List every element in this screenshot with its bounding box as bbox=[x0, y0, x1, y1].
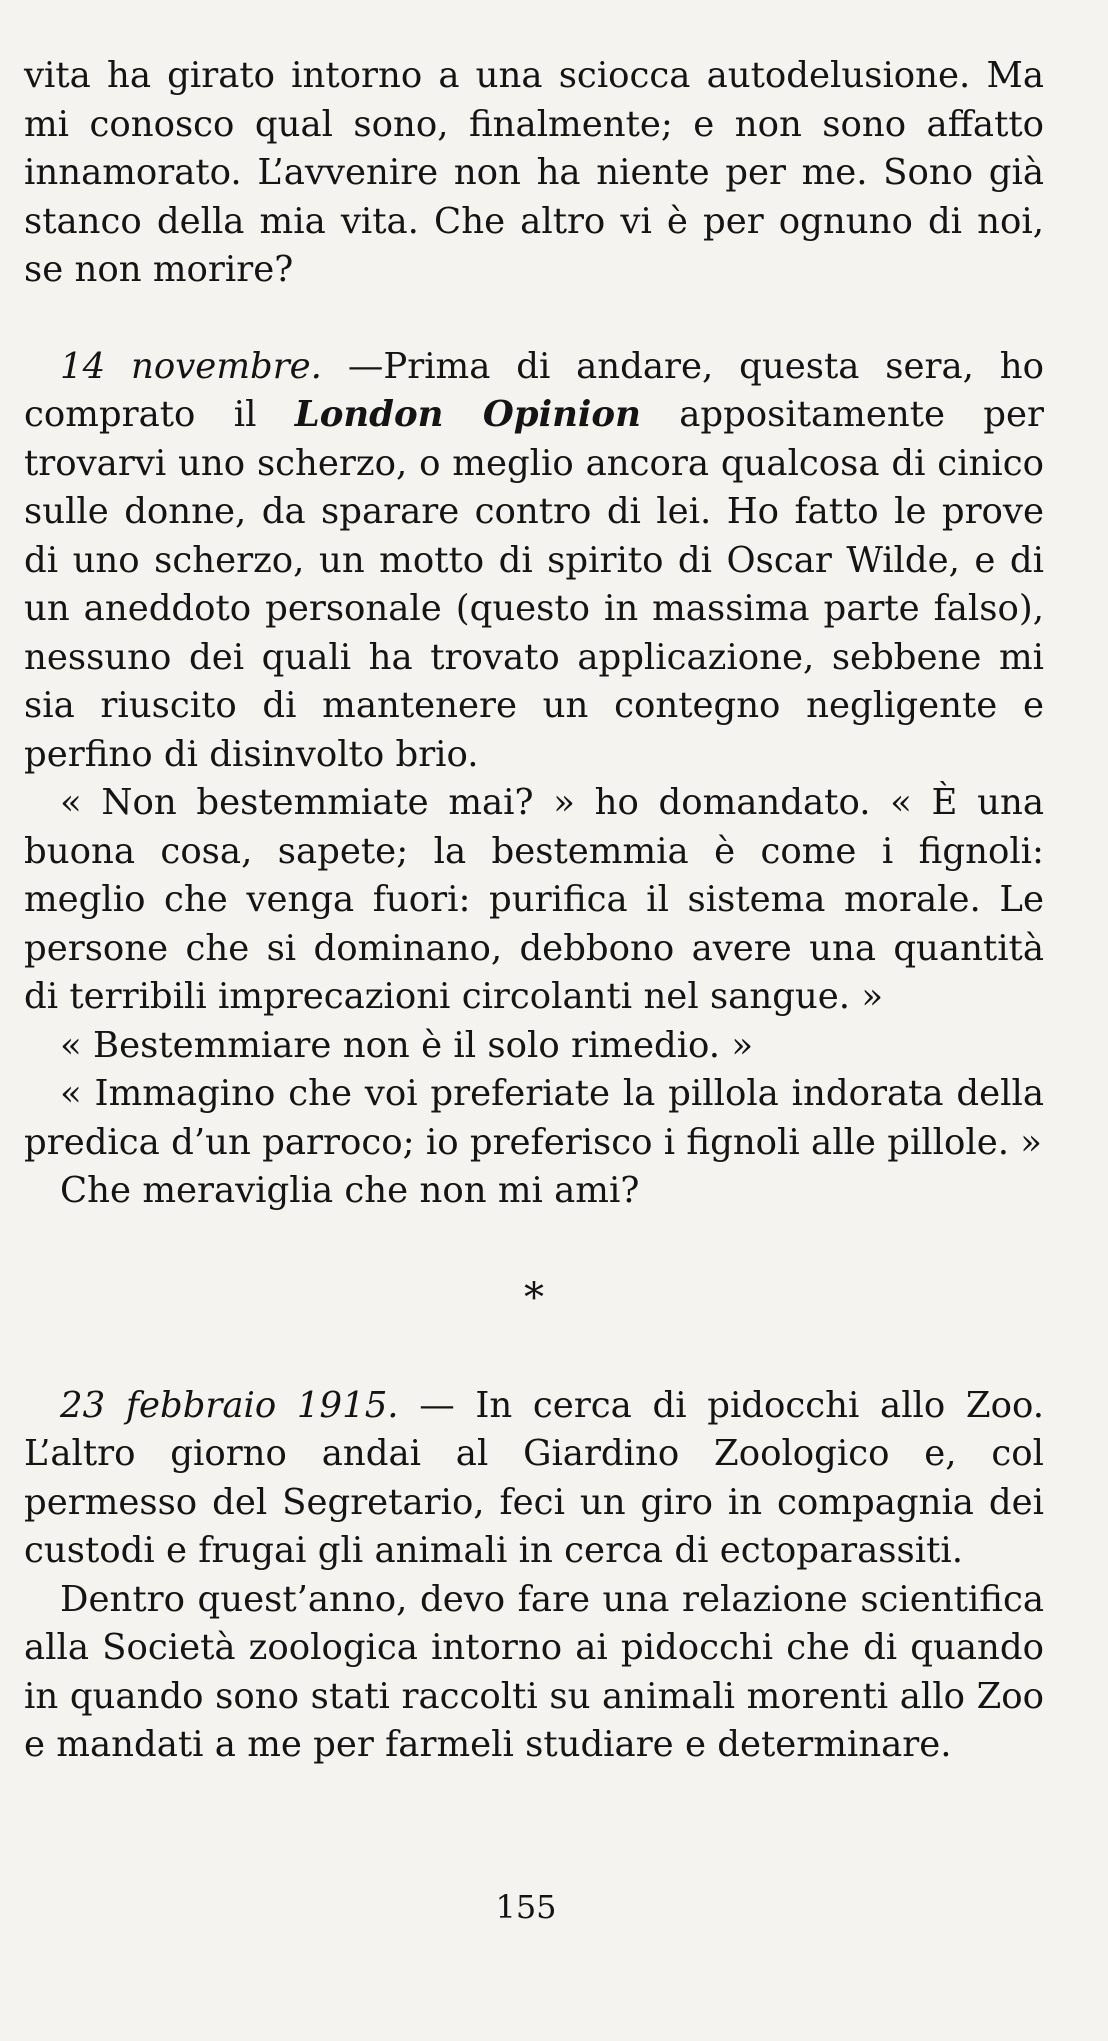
closing-question: Che meraviglia che non mi ami? bbox=[60, 1170, 640, 1211]
page-body bbox=[24, 52, 1044, 1770]
dialogue-paragraph: « Non bestemmiate mai? » ho domandato. « È una buona cosa, sapete; la bestemmia è come i fignoli: meglio che venga fuori: purifica il sistema morale. Le persone che si dominano, debbono avere una quantità di terribili imprecazioni circolanti nel sangue. » bbox=[24, 782, 1044, 1017]
entry-text: appositamente per trovarvi uno scherzo, o meglio ancora qualcosa di cinico sulle donne, da sparare contro di lei. Ho fatto le prove di uno scherzo, un motto di spirito di Oscar Wilde, e di un aneddoto personale (questo in massima parte falso), nessuno dei quali ha trovato applicazione, sebbene mi sia riuscito di mantenere un contegno negligente e perfino di disinvolto brio. bbox=[24, 394, 1044, 775]
diary-entry-23-febbraio bbox=[24, 1382, 1044, 1576]
publication-title: London Opinion bbox=[294, 394, 641, 435]
diary-entry-14-novembre bbox=[24, 343, 1044, 780]
entry-text: — In cerca di pidocchi allo Zoo. L’altro giorno andai al Giardino Zoologico e, col permesso del Segretario, feci un giro in compagnia dei custodi e frugai gli animali in cerca di ectoparassiti. bbox=[24, 1384, 1044, 1571]
entry-date: 14 novembre. bbox=[60, 345, 322, 387]
section-separator: * bbox=[524, 1274, 544, 1321]
dialogue-paragraph: « Immagino che voi preferiate la pillola indorata della predica d’un parroco; io preferisco i fignoli alle pillole. » bbox=[24, 1073, 1044, 1163]
body-paragraph: Dentro quest’anno, devo fare una relazione scientifica alla Società zoologica intorno ai pidocchi che di quando in quando sono stati raccolti su animali morenti allo Zoo e mandati a me per farmeli studiare e determinare. bbox=[24, 1578, 1044, 1765]
entry-date: 23 febbraio 1915. bbox=[60, 1384, 399, 1426]
paragraph-continuation: vita ha girato intorno a una sciocca autodelusione. Ma mi conosco qual sono, finalmente; e non sono affatto innamorato. L’avvenire non ha niente per me. Sono già stanco della mia vita. Che altro vi è per ognuno di noi, se non morire? bbox=[24, 55, 1044, 290]
entry-text: —Prima di andare, questa sera, ho comprato il bbox=[24, 345, 1044, 435]
dialogue-paragraph: « Bestemmiare non è il solo rimedio. » bbox=[60, 1024, 754, 1066]
page-number: 155 bbox=[495, 1888, 557, 1926]
